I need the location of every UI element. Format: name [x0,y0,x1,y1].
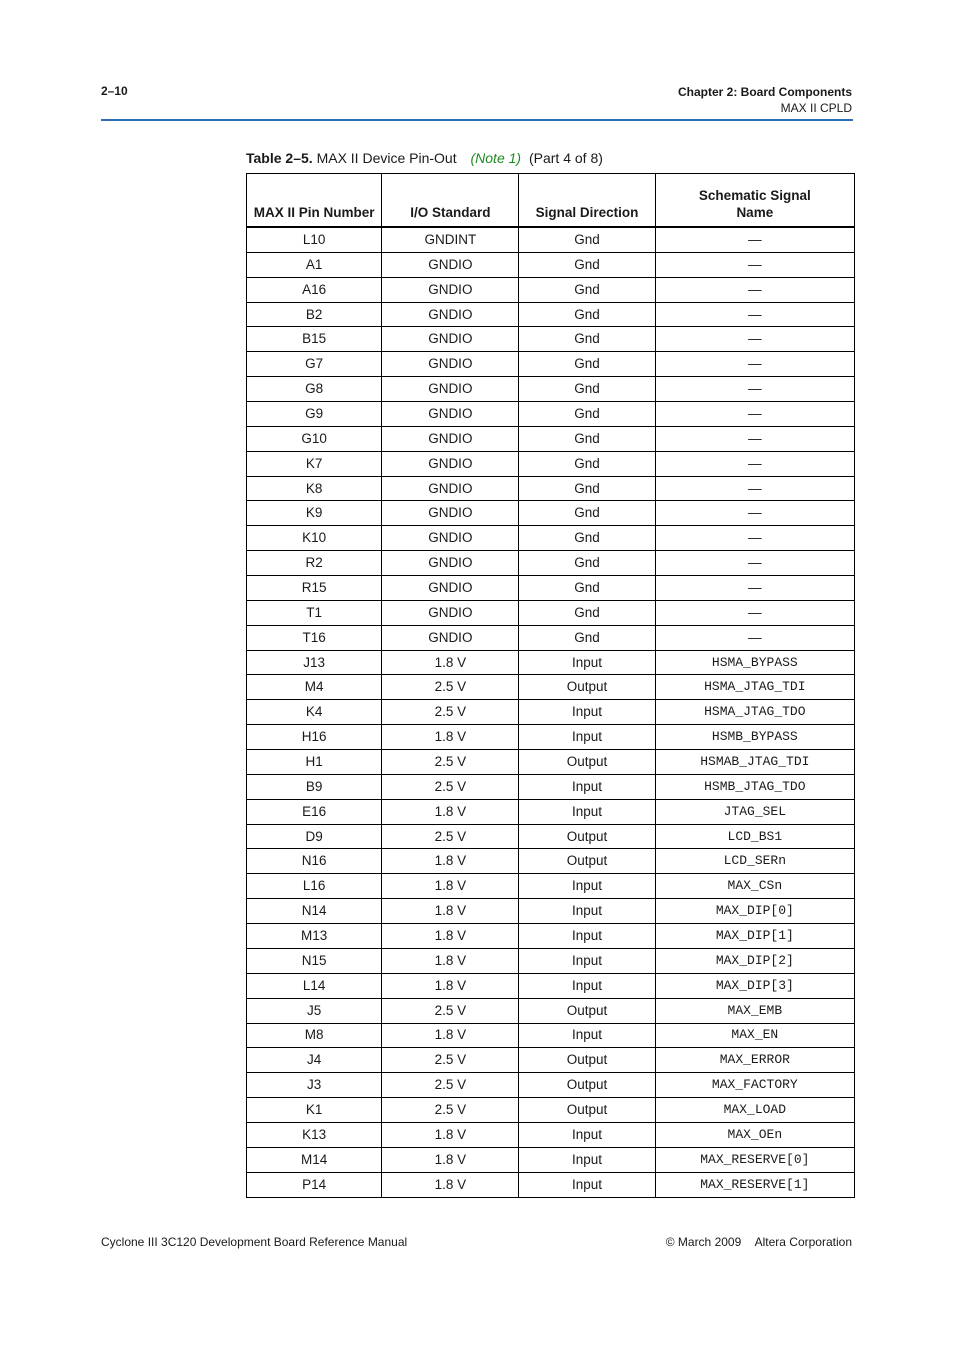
signal-name-cell: MAX_DIP[0] [655,899,854,924]
io-standard-cell: GNDIO [382,377,519,402]
table-row [247,675,855,700]
signal-name-cell: — [655,426,854,451]
io-standard-cell: GNDIO [382,352,519,377]
pin-number-cell: H1 [247,750,382,775]
signal-name-cell: MAX_LOAD [655,1098,854,1123]
footer-copyright [666,1235,852,1249]
signal-name-cell: — [655,402,854,427]
pin-number-cell: P14 [247,1172,382,1197]
signal-direction-cell: Gnd [519,576,655,601]
io-standard-cell: GNDIO [382,252,519,277]
signal-name-cell: HSMA_BYPASS [655,650,854,675]
page-number: 2–10 [101,84,128,98]
io-standard-cell: 1.8 V [382,1023,519,1048]
io-standard-cell: GNDIO [382,302,519,327]
pin-number-cell: E16 [247,799,382,824]
signal-direction-cell: Input [519,973,655,998]
pin-number-cell: M14 [247,1147,382,1172]
signal-direction-cell: Gnd [519,426,655,451]
pin-number-cell: L14 [247,973,382,998]
signal-name-cell: — [655,451,854,476]
signal-name-cell: — [655,227,854,252]
table-row [247,377,855,402]
table-header-row [247,174,855,228]
signal-name-cell: — [655,302,854,327]
signal-name-cell: MAX_DIP[2] [655,948,854,973]
table-row [247,973,855,998]
pin-number-cell: N15 [247,948,382,973]
signal-name-cell: HSMB_JTAG_TDO [655,774,854,799]
table-row [247,1048,855,1073]
signal-name-cell: MAX_EN [655,1023,854,1048]
header-io-standard: I/O Standard [382,174,519,228]
pin-number-cell: H16 [247,725,382,750]
io-standard-cell: 1.8 V [382,1122,519,1147]
table-row [247,252,855,277]
pin-number-cell: M13 [247,924,382,949]
signal-name-cell: HSMAB_JTAG_TDI [655,750,854,775]
pin-number-cell: L16 [247,874,382,899]
io-standard-cell: GNDIO [382,426,519,451]
table-row [247,1172,855,1197]
signal-direction-cell: Output [519,750,655,775]
io-standard-cell: GNDIO [382,625,519,650]
pin-number-cell: B15 [247,327,382,352]
signal-name-cell: MAX_DIP[1] [655,924,854,949]
table-row [247,1098,855,1123]
table-row [247,1147,855,1172]
signal-name-cell: — [655,551,854,576]
table-row [247,302,855,327]
table-row [247,1073,855,1098]
table-row [247,526,855,551]
signal-direction-cell: Gnd [519,377,655,402]
section-title: MAX II CPLD [780,101,852,115]
pin-number-cell: K1 [247,1098,382,1123]
pin-number-cell: J13 [247,650,382,675]
caption-label: Table 2–5. [246,150,313,166]
io-standard-cell: GNDIO [382,402,519,427]
signal-name-cell: MAX_FACTORY [655,1073,854,1098]
pin-number-cell: G8 [247,377,382,402]
io-standard-cell: GNDIO [382,526,519,551]
io-standard-cell: 2.5 V [382,675,519,700]
pin-number-cell: T1 [247,600,382,625]
io-standard-cell: GNDIO [382,551,519,576]
signal-name-cell: MAX_EMB [655,998,854,1023]
header-pin-number: MAX II Pin Number [247,174,382,228]
table-row [247,600,855,625]
signal-direction-cell: Output [519,675,655,700]
io-standard-cell: 1.8 V [382,725,519,750]
signal-direction-cell: Output [519,998,655,1023]
io-standard-cell: GNDIO [382,277,519,302]
io-standard-cell: GNDIO [382,501,519,526]
signal-direction-cell: Input [519,1172,655,1197]
table-row [247,799,855,824]
pin-number-cell: G7 [247,352,382,377]
table-row [247,476,855,501]
pin-number-cell: K7 [247,451,382,476]
signal-direction-cell: Input [519,700,655,725]
signal-direction-cell: Gnd [519,551,655,576]
signal-direction-cell: Input [519,725,655,750]
pin-number-cell: G10 [247,426,382,451]
signal-name-cell: — [655,252,854,277]
signal-direction-cell: Input [519,774,655,799]
io-standard-cell: 2.5 V [382,1098,519,1123]
signal-name-cell: LCD_BS1 [655,824,854,849]
table-row [247,625,855,650]
io-standard-cell: 2.5 V [382,998,519,1023]
signal-direction-cell: Input [519,874,655,899]
signal-direction-cell: Output [519,1073,655,1098]
pin-number-cell: K10 [247,526,382,551]
signal-name-cell: HSMB_BYPASS [655,725,854,750]
signal-name-cell: MAX_CSn [655,874,854,899]
signal-name-cell: MAX_OEn [655,1122,854,1147]
signal-name-cell: LCD_SERn [655,849,854,874]
pin-number-cell: B2 [247,302,382,327]
table-row [247,700,855,725]
signal-direction-cell: Output [519,1098,655,1123]
pinout-table [246,173,855,1198]
table-row [247,402,855,427]
signal-name-cell: — [655,625,854,650]
caption-part: (Part 4 of 8) [528,150,603,166]
io-standard-cell: 1.8 V [382,973,519,998]
footer-company: Altera Corporation [754,1235,852,1249]
signal-direction-cell: Gnd [519,402,655,427]
pin-number-cell: J3 [247,1073,382,1098]
table-caption [246,150,603,166]
chapter-title: Chapter 2: Board Components [677,85,852,99]
table-row [247,352,855,377]
footer-date: © March 2009 [665,1235,742,1249]
signal-direction-cell: Gnd [519,277,655,302]
signal-direction-cell: Gnd [519,501,655,526]
io-standard-cell: 1.8 V [382,849,519,874]
io-standard-cell: 2.5 V [382,1048,519,1073]
signal-direction-cell: Input [519,948,655,973]
table-row [247,277,855,302]
io-standard-cell: GNDIO [382,451,519,476]
table-row [247,576,855,601]
pin-number-cell: M4 [247,675,382,700]
signal-direction-cell: Input [519,924,655,949]
io-standard-cell: 1.8 V [382,924,519,949]
signal-direction-cell: Output [519,824,655,849]
table-row [247,899,855,924]
signal-direction-cell: Gnd [519,302,655,327]
io-standard-cell: 1.8 V [382,1172,519,1197]
signal-name-cell: — [655,501,854,526]
pin-number-cell: L10 [247,227,382,252]
table-row [247,874,855,899]
table-row [247,849,855,874]
signal-name-cell: — [655,277,854,302]
signal-direction-cell: Gnd [519,600,655,625]
table-row [247,948,855,973]
signal-direction-cell: Input [519,799,655,824]
signal-direction-cell: Input [519,650,655,675]
running-header [678,84,852,116]
signal-direction-cell: Gnd [519,476,655,501]
io-standard-cell: 2.5 V [382,750,519,775]
signal-name-cell: — [655,576,854,601]
io-standard-cell: 1.8 V [382,948,519,973]
signal-name-cell: — [655,600,854,625]
signal-name-cell: JTAG_SEL [655,799,854,824]
signal-direction-cell: Gnd [519,227,655,252]
table-row [247,451,855,476]
pin-number-cell: R2 [247,551,382,576]
io-standard-cell: 1.8 V [382,799,519,824]
io-standard-cell: GNDINT [382,227,519,252]
table-row [247,824,855,849]
pin-number-cell: J5 [247,998,382,1023]
header-rule [101,119,853,121]
io-standard-cell: 2.5 V [382,1073,519,1098]
signal-name-cell: — [655,327,854,352]
table-row [247,327,855,352]
pin-number-cell: D9 [247,824,382,849]
signal-name-cell: MAX_DIP[3] [655,973,854,998]
table-row [247,750,855,775]
table-row [247,1023,855,1048]
signal-direction-cell: Output [519,1048,655,1073]
io-standard-cell: 2.5 V [382,824,519,849]
pin-number-cell: N14 [247,899,382,924]
signal-direction-cell: Gnd [519,451,655,476]
io-standard-cell: 1.8 V [382,1147,519,1172]
table-row [247,227,855,252]
pin-number-cell: B9 [247,774,382,799]
signal-direction-cell: Gnd [519,352,655,377]
io-standard-cell: GNDIO [382,476,519,501]
table-row [247,426,855,451]
signal-direction-cell: Output [519,849,655,874]
signal-direction-cell: Input [519,899,655,924]
io-standard-cell: 1.8 V [382,874,519,899]
io-standard-cell: 2.5 V [382,700,519,725]
caption-title: MAX II Device Pin-Out [316,150,457,166]
pin-number-cell: J4 [247,1048,382,1073]
io-standard-cell: GNDIO [382,576,519,601]
table-row [247,551,855,576]
pin-number-cell: K4 [247,700,382,725]
io-standard-cell: GNDIO [382,327,519,352]
pin-number-cell: A16 [247,277,382,302]
pin-number-cell: K8 [247,476,382,501]
pin-number-cell: K9 [247,501,382,526]
pin-number-cell: A1 [247,252,382,277]
pin-number-cell: R15 [247,576,382,601]
table-row [247,774,855,799]
table-row [247,650,855,675]
note-link[interactable]: (Note 1) [470,150,522,166]
signal-direction-cell: Gnd [519,526,655,551]
pin-number-cell: T16 [247,625,382,650]
signal-direction-cell: Input [519,1122,655,1147]
table-row [247,1122,855,1147]
io-standard-cell: 1.8 V [382,899,519,924]
pin-number-cell: N16 [247,849,382,874]
footer-manual-title: Cyclone III 3C120 Development Board Reference Manual [101,1235,408,1249]
table-row [247,998,855,1023]
signal-direction-cell: Input [519,1147,655,1172]
table-row [247,501,855,526]
signal-name-cell: — [655,352,854,377]
signal-name-cell: MAX_RESERVE[0] [655,1147,854,1172]
signal-name-cell: — [655,476,854,501]
table-row [247,924,855,949]
header-signal-direction: Signal Direction [519,174,655,228]
header-schematic-signal-name: Schematic Signal Name [655,174,854,228]
signal-direction-cell: Gnd [519,625,655,650]
signal-name-cell: MAX_RESERVE[1] [655,1172,854,1197]
table-row [247,725,855,750]
signal-name-cell: MAX_ERROR [655,1048,854,1073]
pin-number-cell: K13 [247,1122,382,1147]
pin-number-cell: G9 [247,402,382,427]
io-standard-cell: 1.8 V [382,650,519,675]
signal-direction-cell: Input [519,1023,655,1048]
signal-name-cell: — [655,377,854,402]
signal-name-cell: HSMA_JTAG_TDO [655,700,854,725]
io-standard-cell: GNDIO [382,600,519,625]
signal-name-cell: — [655,526,854,551]
io-standard-cell: 2.5 V [382,774,519,799]
signal-direction-cell: Gnd [519,327,655,352]
signal-direction-cell: Gnd [519,252,655,277]
pin-number-cell: M8 [247,1023,382,1048]
signal-name-cell: HSMA_JTAG_TDI [655,675,854,700]
